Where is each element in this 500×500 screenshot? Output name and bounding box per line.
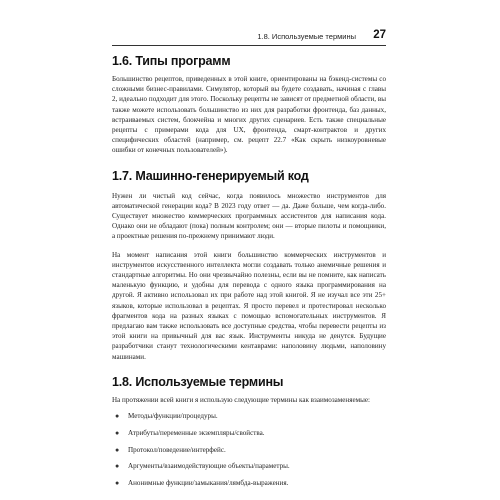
- section-heading-1-7: 1.7. Машинно-генерируемый код: [112, 168, 309, 183]
- running-header-title: 1.8. Используемые термины: [257, 32, 356, 41]
- term-text: Протокол/поведение/интерфейс.: [128, 445, 226, 454]
- bullet-icon: ●: [115, 479, 120, 488]
- list-item: [112, 428, 386, 438]
- page-number: 27: [373, 29, 386, 41]
- term-text: Методы/функции/процедуры.: [128, 412, 218, 421]
- section-1-6-paragraph: Большинство рецептов, приведенных в этой книге, ориентированы на бэкенд-системы со сложными бизнес-правилами. Симулятор, который вы будете создавать, начиная с главы 2, идеально подходит для этого. Поскольку рецепты не зависят от предметной области, вы также можете использовать большинство из них для разработки фронтенда, баз данных, встраиваемых систем, блокчейна и многих других сценариев. Есть также специальные рецепты с примерами кода для UX, фронтенда, смарт-контрактов и других специфических областей (например, см. рецепт 22.7 «Как скрыть низкоуровневые ошибки от конечных пользователей»).: [112, 75, 386, 155]
- bullet-icon: ●: [115, 428, 120, 437]
- running-header: [112, 26, 386, 48]
- section-heading-1-6: 1.6. Типы программ: [112, 54, 231, 68]
- list-item: [112, 461, 386, 471]
- section-1-8-paragraph: На протяжении всей книги я использую следующие термины как взаимозаменяемые:: [112, 395, 370, 404]
- term-text: Атрибуты/переменные экземпляры/свойства.: [128, 428, 265, 437]
- bullet-icon: ●: [115, 445, 120, 454]
- section-1-7-paragraph-2: На момент написания этой книги большинство коммерческих инструментов и инструментов искусственного интеллекта могли создавать только анемичные решения и стандартные алгоритмы. Но они чрезвычайно полезны, если вы не помните, как написать маленькую функцию, и удобны для перевода с одного языка программирования на другой. Я активно использовал их при работе над этой книгой. Я не изучал все эти 25+ языков, которые использовал в рецептах. Я просто перевел и протестировал несколько фрагментов кода на разных языках с помощью вспомогательных инструментов. Я предлагаю вам также использовать все доступные средства, чтобы перевести рецепты из этой книги на привычный для вас язык. Инструменты никуда не денутся. Будущие разработчики станут технологическими кентаврами: наполовину людьми, наполовину машинами.: [112, 250, 386, 361]
- terms-list: [112, 411, 386, 488]
- term-text: Аргументы/взаимодействующие объекты/параметры.: [128, 462, 290, 471]
- list-item: [112, 478, 386, 488]
- bullet-icon: ●: [115, 412, 120, 421]
- section-1-7-paragraph-1: Нужен ли чистый код сейчас, когда появилось множество инструментов для автоматической генерации кода? В 2023 году ответ — да. Даже больше, чем когда-либо. Существует множество коммерческих программных ассистентов для написания кода. Однако они не обладают (пока) полным контролем; они — вторые пилоты и помощники, а проектные решения по-прежнему принимают люди.: [112, 191, 386, 241]
- bullet-icon: ●: [115, 462, 120, 471]
- header-rule: [112, 45, 386, 46]
- list-item: [112, 445, 386, 455]
- term-text: Анонимные функции/замыкания/лямбда-выражения.: [128, 479, 289, 488]
- page-content: [112, 54, 386, 495]
- list-item: [112, 411, 386, 421]
- section-heading-1-8: 1.8. Используемые термины: [112, 374, 284, 389]
